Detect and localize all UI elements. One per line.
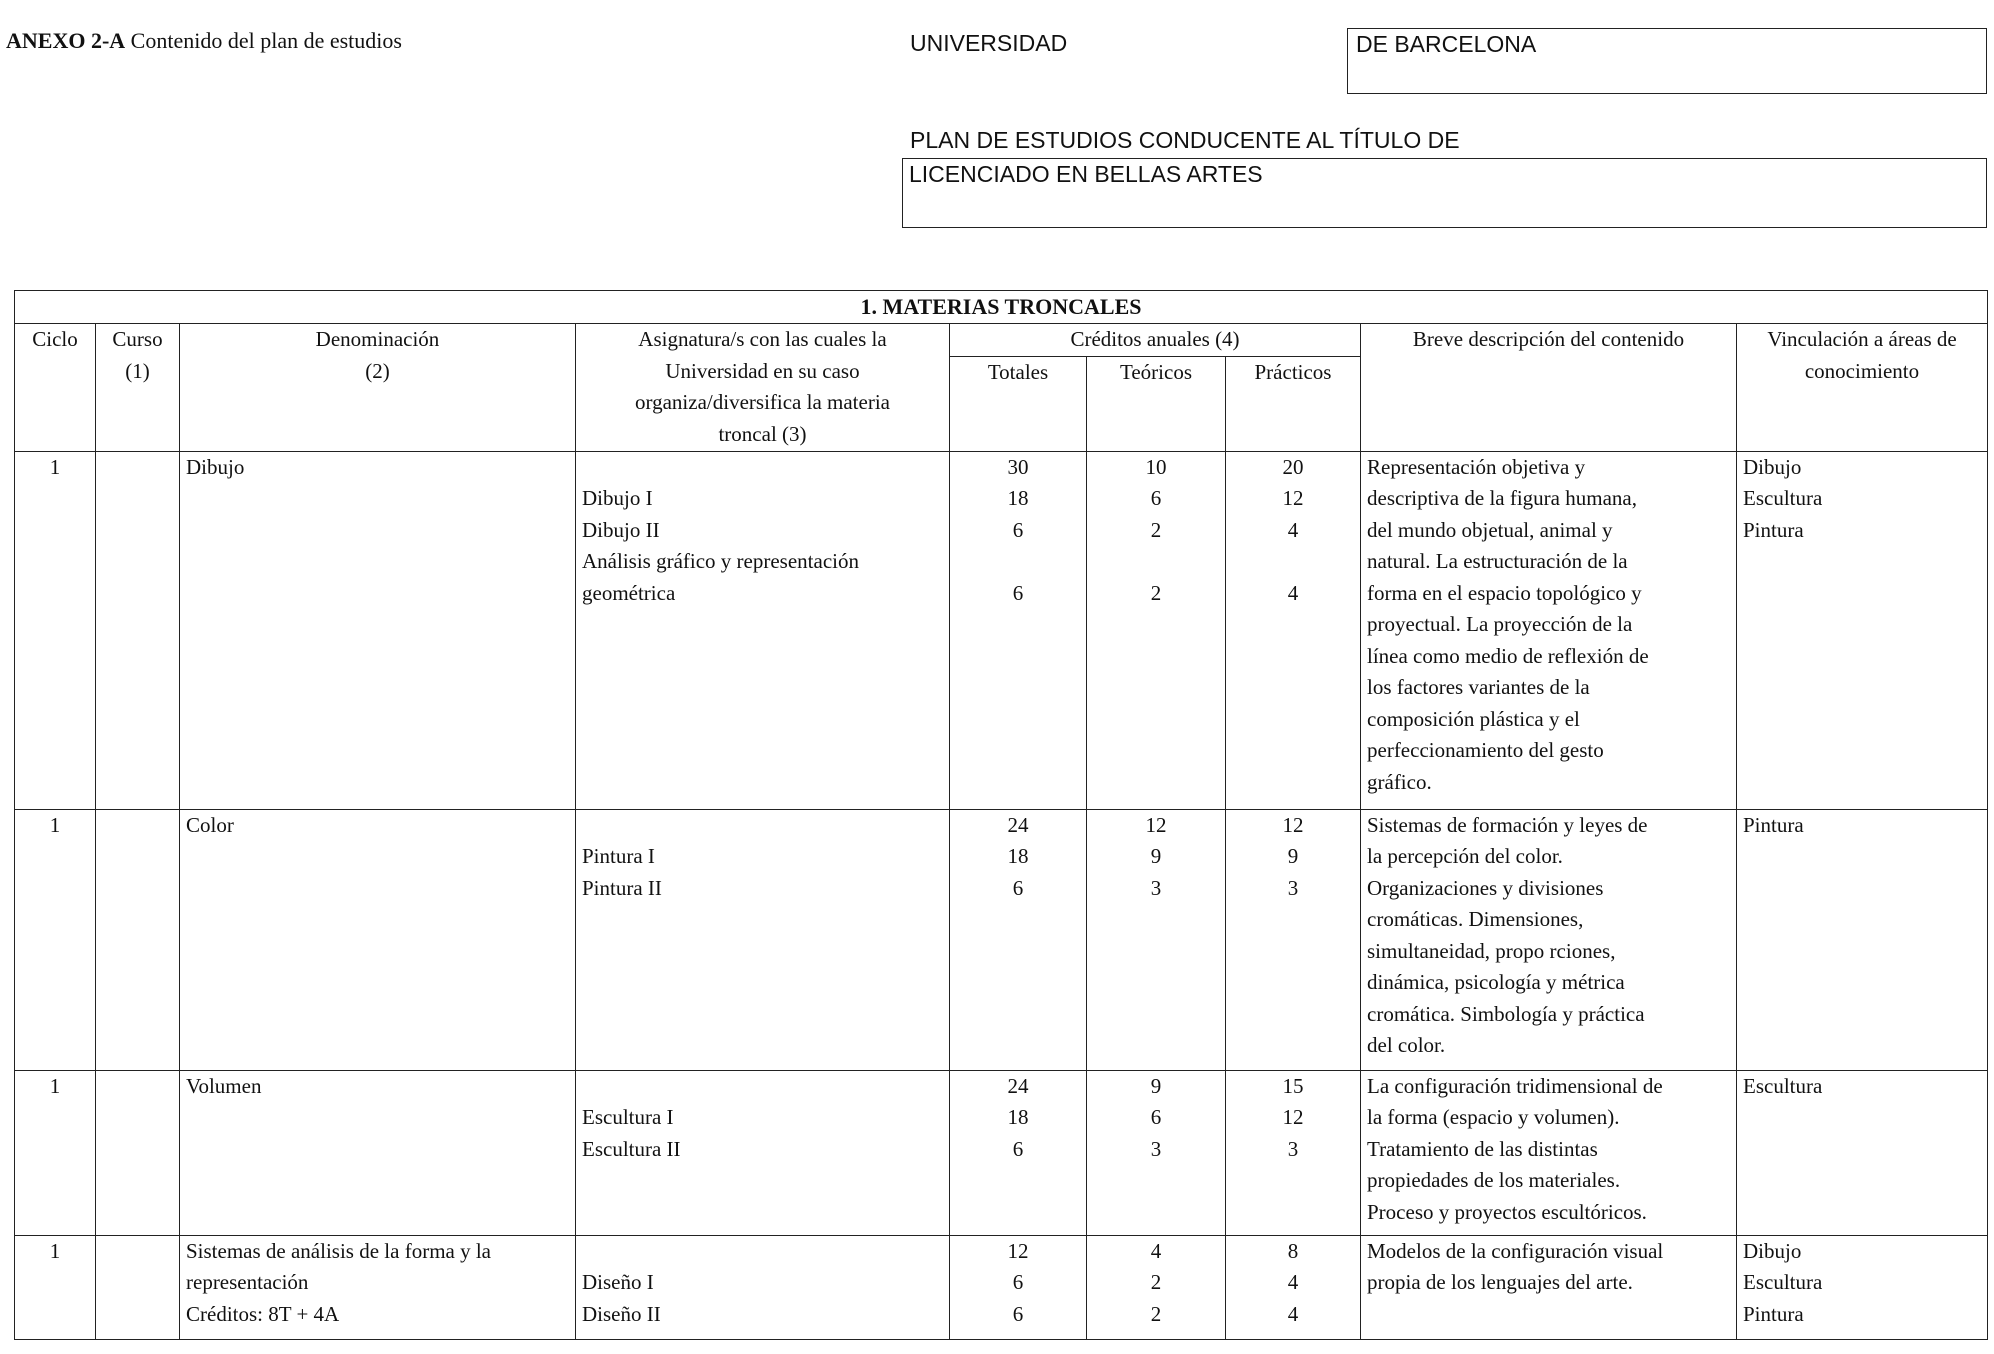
totales-value: 24	[1007, 1073, 1029, 1098]
teoricos-value: 4	[1150, 1238, 1162, 1263]
row-vinculacion	[1737, 1235, 1988, 1339]
asignatura-line: Diseño I	[582, 1270, 654, 1294]
university-name: DE BARCELONA	[1356, 31, 1537, 57]
core-subjects-table	[14, 290, 1988, 1340]
annex-heading	[6, 28, 402, 54]
col-header-descripcion: Breve descripción del contenido	[1361, 324, 1737, 452]
denominacion-line: Dibujo	[186, 454, 245, 479]
row-vinculacion	[1737, 1070, 1988, 1235]
row-teoricos	[1087, 809, 1226, 1070]
table-title: 1. MATERIAS TRONCALES	[15, 291, 1988, 324]
row-asignaturas	[576, 809, 950, 1070]
descripcion-line: del mundo objetual, animal y	[1367, 517, 1613, 542]
totales-value: 6	[1012, 1136, 1024, 1161]
descripcion-line: propia de los lenguajes del arte.	[1367, 1270, 1633, 1294]
area-line: Pintura	[1743, 812, 1804, 837]
practicos-value: 15	[1282, 1073, 1304, 1098]
col-header-denominacion	[180, 324, 576, 452]
practicos-value: 12	[1282, 1105, 1304, 1129]
descripcion-line: cromática. Simbología y práctica	[1367, 1001, 1645, 1026]
spacer	[582, 1071, 943, 1103]
row-descripcion	[1361, 1235, 1737, 1339]
descripcion-line: Representación objetiva y	[1367, 454, 1586, 479]
area-line: Escultura	[1743, 1073, 1823, 1098]
spacer	[956, 546, 1080, 578]
col-header-teoricos: Teóricos	[1087, 356, 1226, 451]
plan-label: PLAN DE ESTUDIOS CONDUCENTE AL TÍTULO DE	[910, 127, 1460, 153]
asignatura-line: Pintura I	[582, 844, 655, 868]
vinculacion-line: Vinculación a áreas de	[1767, 327, 1957, 351]
practicos-value: 4	[1287, 580, 1299, 605]
area-line: Pintura	[1743, 517, 1804, 542]
totales-value: 6	[1012, 1270, 1024, 1294]
asignatura-line: Escultura II	[582, 1136, 681, 1161]
totales-value: 6	[1012, 875, 1024, 900]
row-asignaturas	[576, 451, 950, 809]
asignaturas-line: Universidad en su caso	[665, 358, 860, 383]
denominacion-line: Volumen	[186, 1073, 262, 1098]
degree-box	[902, 158, 1987, 228]
row-curso	[96, 1070, 180, 1235]
totales-value: 30	[1007, 454, 1029, 479]
row-practicos	[1226, 451, 1361, 809]
descripcion-line: la forma (espacio y volumen).	[1367, 1105, 1620, 1129]
row-totales	[950, 809, 1087, 1070]
practicos-value: 12	[1282, 486, 1304, 510]
descripcion-line: Proceso y proyectos escultóricos.	[1367, 1199, 1647, 1224]
row-vinculacion	[1737, 451, 1988, 809]
asignatura-line: Escultura I	[582, 1105, 674, 1129]
totales-value: 18	[1007, 486, 1029, 510]
denominacion-label: Denominación	[315, 327, 440, 351]
totales-value: 18	[1007, 1105, 1029, 1129]
totales-value: 12	[1007, 1238, 1029, 1263]
row-denominacion	[180, 809, 576, 1070]
spacer	[582, 452, 943, 484]
descripcion-line: proyectual. La proyección de la	[1367, 612, 1633, 636]
spacer	[1232, 546, 1354, 578]
annex-number: ANEXO 2-A	[6, 28, 126, 53]
area-line: Escultura	[1743, 486, 1823, 510]
col-header-ciclo: Ciclo	[15, 324, 96, 452]
annex-description: Contenido del plan de estudios	[130, 28, 402, 53]
teoricos-value: 3	[1150, 1136, 1162, 1161]
practicos-value: 20	[1282, 454, 1304, 479]
area-line: Pintura	[1743, 1301, 1804, 1326]
teoricos-value: 2	[1150, 1270, 1162, 1294]
spacer	[582, 810, 943, 842]
row-curso	[96, 451, 180, 809]
teoricos-value: 6	[1150, 1105, 1162, 1129]
descripcion-line: la percepción del color.	[1367, 844, 1563, 868]
asignatura-line: Pintura II	[582, 875, 662, 900]
descripcion-line: composición plástica y el	[1367, 706, 1580, 731]
col-header-vinculacion	[1737, 324, 1988, 452]
table-row	[15, 809, 1988, 1070]
denominacion-line: representación	[186, 1270, 309, 1294]
curso-note: (1)	[125, 358, 150, 383]
descripcion-line: Organizaciones y divisiones	[1367, 875, 1604, 900]
descripcion-line: simultaneidad, propo rciones,	[1367, 938, 1616, 963]
practicos-value: 4	[1287, 517, 1299, 542]
col-header-practicos: Prácticos	[1226, 356, 1361, 451]
row-totales	[950, 1235, 1087, 1339]
totales-value: 24	[1007, 812, 1029, 837]
row-ciclo: 1	[15, 1235, 96, 1339]
university-label: UNIVERSIDAD	[910, 30, 1068, 56]
row-descripcion	[1361, 451, 1737, 809]
row-totales	[950, 1070, 1087, 1235]
descripcion-line: Tratamiento de las distintas	[1367, 1136, 1598, 1161]
row-descripcion	[1361, 809, 1737, 1070]
asignatura-line: Dibujo I	[582, 486, 653, 510]
spacer	[582, 1236, 943, 1268]
spacer	[1093, 546, 1219, 578]
teoricos-value: 6	[1150, 486, 1162, 510]
row-asignaturas	[576, 1070, 950, 1235]
descripcion-line: descriptiva de la figura humana,	[1367, 486, 1637, 510]
col-header-curso	[96, 324, 180, 452]
row-denominacion	[180, 1235, 576, 1339]
practicos-value: 4	[1287, 1301, 1299, 1326]
degree-title: LICENCIADO EN BELLAS ARTES	[909, 161, 1263, 187]
row-denominacion	[180, 451, 576, 809]
denominacion-line: Color	[186, 812, 234, 837]
asignatura-line: Dibujo II	[582, 517, 660, 542]
asignatura-line: Diseño II	[582, 1301, 661, 1326]
descripcion-line: natural. La estructuración de la	[1367, 549, 1628, 573]
totales-value: 6	[1012, 1301, 1024, 1326]
teoricos-value: 9	[1150, 1073, 1162, 1098]
descripcion-line: perfeccionamiento del gesto	[1367, 738, 1604, 762]
row-practicos	[1226, 1235, 1361, 1339]
denominacion-line: Sistemas de análisis de la forma y la	[186, 1238, 492, 1263]
descripcion-line: propiedades de los materiales.	[1367, 1168, 1621, 1192]
row-practicos	[1226, 809, 1361, 1070]
teoricos-value: 9	[1150, 844, 1162, 868]
descripcion-line: dinámica, psicología y métrica	[1367, 970, 1625, 994]
asignatura-line: Análisis gráfico y representación	[582, 549, 859, 573]
teoricos-value: 2	[1150, 580, 1162, 605]
totales-value: 6	[1012, 517, 1024, 542]
table-row	[15, 1070, 1988, 1235]
row-curso	[96, 1235, 180, 1339]
row-asignaturas	[576, 1235, 950, 1339]
asignaturas-line: Asignatura/s con las cuales la	[638, 327, 887, 351]
descripcion-line: los factores variantes de la	[1367, 675, 1590, 699]
col-header-asignaturas	[576, 324, 950, 452]
table-row	[15, 1235, 1988, 1339]
practicos-value: 4	[1287, 1270, 1299, 1294]
descripcion-line: forma en el espacio topológico y	[1367, 580, 1642, 605]
row-practicos	[1226, 1070, 1361, 1235]
totales-value: 18	[1007, 844, 1029, 868]
denominacion-note: (2)	[365, 358, 390, 383]
teoricos-value: 2	[1150, 517, 1162, 542]
practicos-value: 3	[1287, 1136, 1299, 1161]
teoricos-value: 12	[1145, 812, 1167, 837]
row-totales	[950, 451, 1087, 809]
asignaturas-line: organiza/diversifica la materia	[635, 390, 890, 414]
row-teoricos	[1087, 1235, 1226, 1339]
row-teoricos	[1087, 451, 1226, 809]
descripcion-line: Sistemas de formación y leyes de	[1367, 812, 1648, 837]
practicos-value: 3	[1287, 875, 1299, 900]
practicos-value: 12	[1282, 812, 1304, 837]
row-ciclo: 1	[15, 1070, 96, 1235]
row-denominacion	[180, 1070, 576, 1235]
descripcion-line: Modelos de la configuración visual	[1367, 1238, 1664, 1263]
asignaturas-line: troncal (3)	[718, 421, 807, 446]
descripcion-line: línea como medio de reflexión de	[1367, 643, 1649, 668]
row-ciclo: 1	[15, 451, 96, 809]
area-line: Dibujo	[1743, 454, 1802, 479]
teoricos-value: 10	[1145, 454, 1167, 479]
col-header-totales: Totales	[950, 356, 1087, 451]
creditos-note: Créditos: 8T + 4A	[186, 1301, 340, 1326]
teoricos-value: 3	[1150, 875, 1162, 900]
asignatura-line: geométrica	[582, 580, 676, 605]
col-header-creditos: Créditos anuales (4)	[950, 324, 1361, 357]
table-row	[15, 451, 1988, 809]
area-line: Escultura	[1743, 1270, 1823, 1294]
descripcion-line: La configuración tridimensional de	[1367, 1073, 1663, 1098]
row-curso	[96, 809, 180, 1070]
descripcion-line: del color.	[1367, 1033, 1446, 1057]
totales-value: 6	[1012, 580, 1024, 605]
practicos-value: 9	[1287, 844, 1299, 868]
descripcion-line: cromáticas. Dimensiones,	[1367, 907, 1584, 931]
vinculacion-line: conocimiento	[1804, 358, 1920, 383]
curso-label: Curso	[112, 327, 163, 351]
row-vinculacion	[1737, 809, 1988, 1070]
university-box	[1347, 28, 1987, 94]
teoricos-value: 2	[1150, 1301, 1162, 1326]
row-teoricos	[1087, 1070, 1226, 1235]
practicos-value: 8	[1287, 1238, 1299, 1263]
area-line: Dibujo	[1743, 1238, 1802, 1263]
row-ciclo: 1	[15, 809, 96, 1070]
row-descripcion	[1361, 1070, 1737, 1235]
descripcion-line: gráfico.	[1367, 769, 1432, 794]
